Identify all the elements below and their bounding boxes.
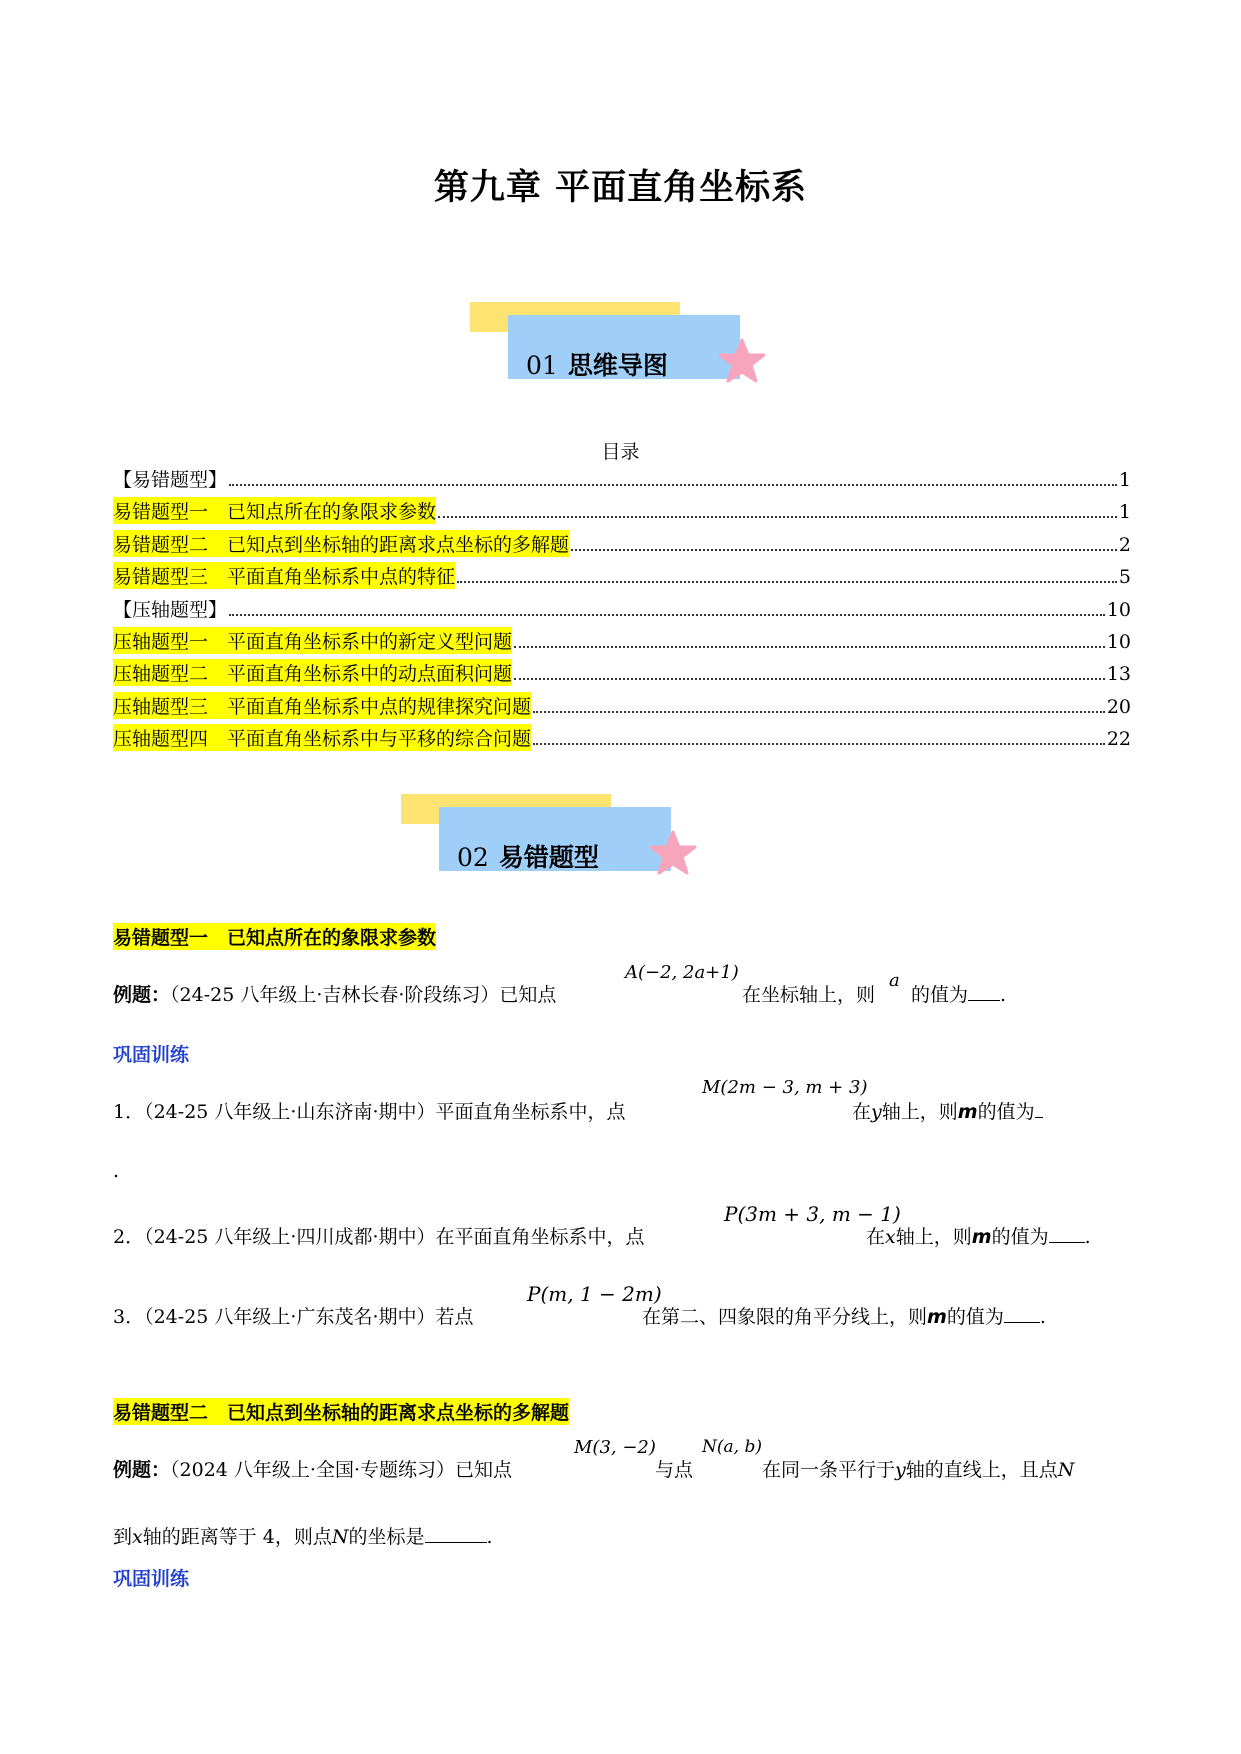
question-2: 2．（24-25 八年级上·四川成都·期中）在平面直角坐标系中，点 bbox=[113, 1226, 645, 1248]
toc-leader-dots bbox=[571, 549, 1117, 551]
section-label: 易错题型 bbox=[498, 843, 599, 872]
toc-item-title: 易错题型一 已知点所在的象限求参数 bbox=[113, 497, 436, 524]
star-icon bbox=[649, 830, 697, 876]
toc-item[interactable] bbox=[113, 627, 1131, 659]
question-1: 1．（24-25 八年级上·山东济南·期中）平面直角坐标系中，点 bbox=[113, 1101, 626, 1123]
toc-leader-dots bbox=[514, 646, 1105, 648]
section-banner-mindmap bbox=[470, 302, 770, 392]
answer-blank[interactable] bbox=[1035, 1101, 1043, 1118]
type1-example: 例题：（24-25 八年级上·吉林长春·阶段练习）已知点 bbox=[113, 984, 557, 1006]
toc-item[interactable] bbox=[113, 530, 1131, 562]
toc-item-title: 易错题型三 平面直角坐标系中点的特征 bbox=[113, 562, 455, 589]
toc-item-title: 压轴题型三 平面直角坐标系中点的规律探究问题 bbox=[113, 692, 531, 719]
type2-example: 例题：（2024 八年级上·全国·专题练习）已知点 bbox=[113, 1459, 512, 1481]
toc-leader-dots bbox=[533, 743, 1105, 745]
math-point-M2: M(3, −2) bbox=[574, 1437, 656, 1458]
toc-item-title: 【压轴题型】 bbox=[113, 598, 228, 621]
toc-item[interactable] bbox=[113, 595, 1131, 627]
toc-page-number: 10 bbox=[1106, 630, 1131, 653]
answer-blank[interactable] bbox=[1004, 1306, 1040, 1323]
toc-leader-dots bbox=[438, 516, 1117, 518]
toc-page-number: 10 bbox=[1106, 598, 1131, 621]
document-title: 第九章 平面直角坐标系 bbox=[433, 168, 808, 208]
toc-item-title: 易错题型二 已知点到坐标轴的距离求点坐标的多解题 bbox=[113, 530, 569, 557]
toc-item[interactable] bbox=[113, 465, 1131, 497]
star-icon bbox=[718, 338, 766, 384]
toc-item[interactable] bbox=[113, 659, 1131, 691]
section-label: 思维导图 bbox=[567, 351, 668, 380]
toc-leader-dots bbox=[229, 614, 1105, 616]
toc-heading: 目录 bbox=[601, 441, 640, 463]
toc-leader-dots bbox=[514, 678, 1105, 680]
practice-heading: 巩固训练 bbox=[113, 1568, 190, 1590]
toc-leader-dots bbox=[457, 581, 1117, 583]
toc-item-title: 压轴题型二 平面直角坐标系中的动点面积问题 bbox=[113, 659, 512, 686]
answer-blank[interactable] bbox=[425, 1526, 487, 1543]
toc-leader-dots bbox=[229, 484, 1117, 486]
toc-item-title: 【易错题型】 bbox=[113, 469, 228, 491]
math-point-P: P(3m + 3, m − 1) bbox=[724, 1202, 901, 1226]
toc-page-number: 1 bbox=[1118, 469, 1131, 491]
toc-page-number: 20 bbox=[1106, 695, 1131, 718]
toc-item[interactable] bbox=[113, 497, 1131, 529]
math-point-P2: P(m, 1 − 2m) bbox=[527, 1282, 662, 1306]
toc-item-title: 压轴题型四 平面直角坐标系中与平移的综合问题 bbox=[113, 724, 531, 751]
type2-heading: 易错题型二 已知点到坐标轴的距离求点坐标的多解题 bbox=[113, 1398, 569, 1425]
question-3: 3．（24-25 八年级上·广东茂名·期中）若点 bbox=[113, 1306, 474, 1328]
section-banner-mistakes bbox=[401, 794, 701, 884]
toc-item[interactable] bbox=[113, 724, 1131, 756]
toc-item-title: 压轴题型一 平面直角坐标系中的新定义型问题 bbox=[113, 627, 512, 654]
math-var-a: a bbox=[889, 970, 900, 991]
answer-blank[interactable] bbox=[968, 984, 1000, 1001]
document-page: 第九章 平面直角坐标系 01 思维导图 目录 【易错题型】 1 易错题型一 已知点所在的象限求参数 1 易错题型二 已知点到坐标轴的距离求点坐标的多解题 2 易错题型三 平面直角坐标系中点的特征 5 【压轴题型】 10 压轴题型一 平面直角坐标系中的新定义型问题 10 压轴题型二 平面直角坐标系中的动点面积问题 13 压轴题型三 平面直角坐标系中点的规律探究问题 20 压轴题型四 平面直角坐标系中与平移的综合问题 22 02 易错题型 易错题型一 已知点所在的象限求参数 例题：（24-25 八年级上·吉林长春·阶段练习）已知点 A(−2, 2a+1) 在坐标轴上，则 a 的值为 . 巩固训练 1．（24-25 八年级上·山东济南·期中）平面直角坐标系中，点 M(2m − 3, m + 3) 在y轴上，则m的值为 . 2．（24-25 八年级上·四川成都·期中）在平面直角坐标系中，点 P(3m + 3, m − 1) 在x轴上，则m的值为 . 3．（24-25 八年级上·广东茂名·期中）若点 P(m, 1 − 2m) 在第二、四象限的角平分线上，则m的值为 . 易错题型二 已知点到坐标轴的距离求点坐标的多解题 例题：（2024 八年级上·全国·专题练习）已知点 M(3, −2) 与点 N(a, b) 在同一条平行于y轴的直线上，且点N 到x轴的距离等于 4，则点N的坐标是 . 巩固训练 bbox=[0, 0, 1241, 1754]
practice-heading: 巩固训练 bbox=[113, 1044, 190, 1066]
math-point-N: N(a, b) bbox=[702, 1437, 762, 1457]
toc-page-number: 1 bbox=[1118, 501, 1131, 524]
section-number: 01 bbox=[526, 351, 558, 380]
math-point-M: M(2m − 3, m + 3) bbox=[702, 1077, 868, 1098]
toc-item[interactable] bbox=[113, 562, 1131, 594]
table-of-contents bbox=[113, 465, 1131, 757]
toc-page-number: 2 bbox=[1118, 533, 1131, 556]
toc-page-number: 22 bbox=[1106, 728, 1131, 751]
toc-page-number: 13 bbox=[1106, 663, 1131, 686]
math-point-A: A(−2, 2a+1) bbox=[625, 962, 739, 983]
toc-page-number: 5 bbox=[1118, 566, 1131, 589]
section-number: 02 bbox=[457, 843, 489, 872]
toc-item[interactable] bbox=[113, 692, 1131, 724]
toc-leader-dots bbox=[533, 711, 1105, 713]
type1-heading: 易错题型一 已知点所在的象限求参数 bbox=[113, 923, 436, 950]
answer-blank[interactable] bbox=[1049, 1226, 1085, 1243]
